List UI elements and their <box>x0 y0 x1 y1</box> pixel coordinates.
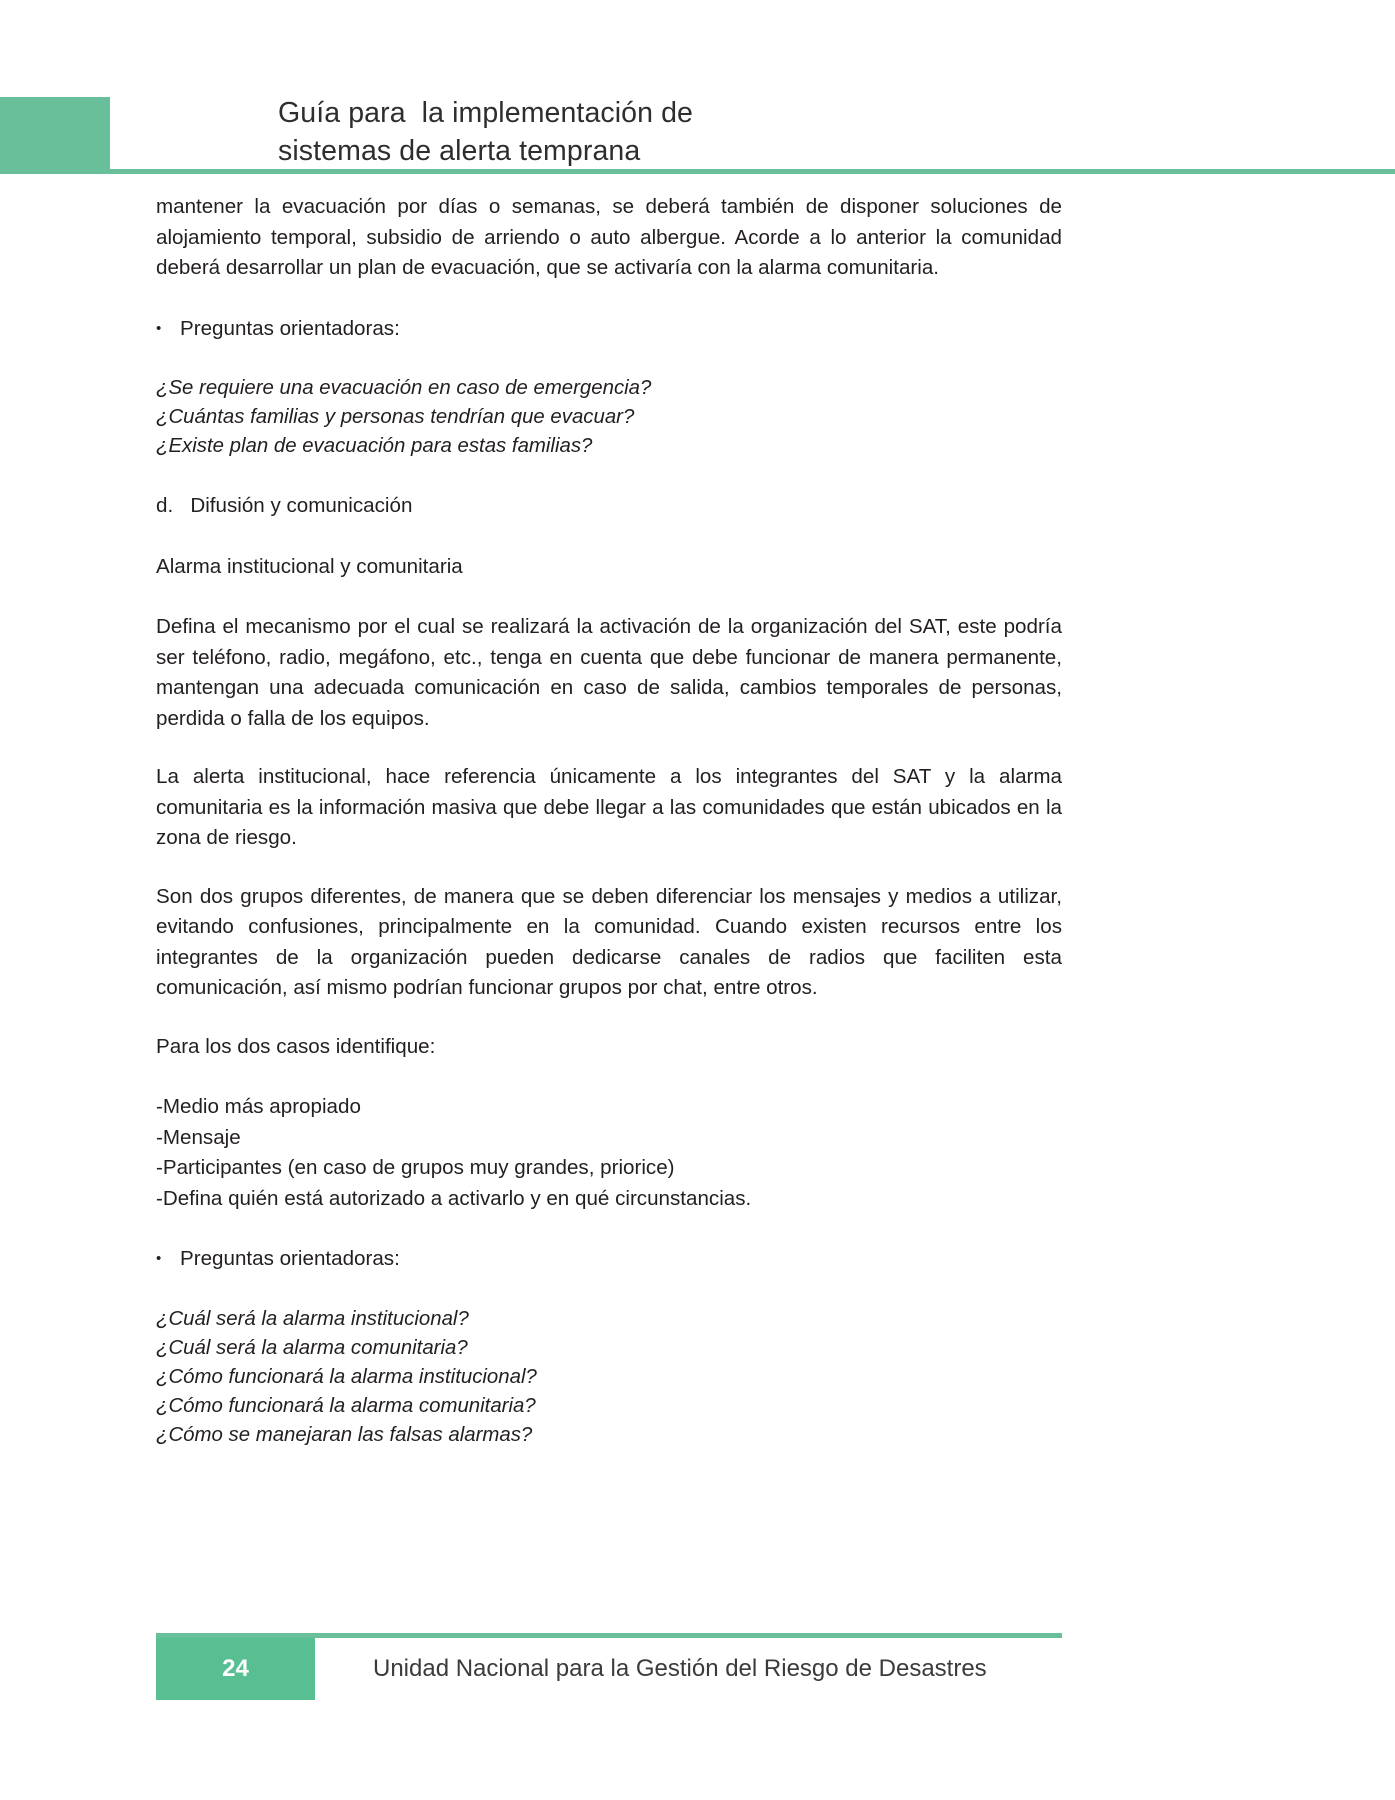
paragraph-dos-grupos: Son dos grupos diferentes, de manera que se deben diferenciar los mensajes y medios a utilizar, evitando confusiones, principalmente en la comunidad. Cuando existen recursos entre los integrantes de la organización pueden dedicarse canales de radios que faciliten esta comunicación, así mismo podrían funcionar grupos por chat, entre otros. <box>156 884 1062 999</box>
header-divider-rule <box>0 169 1395 174</box>
dash-list-item: -Participantes (en caso de grupos muy grandes, priorice) <box>156 1156 675 1179</box>
section-heading-d: d. Difusión y comunicación <box>156 494 413 517</box>
bullet-label: Preguntas orientadoras: <box>180 1247 400 1270</box>
spacer <box>156 1004 1062 1032</box>
dash-list-item: -Mensaje <box>156 1125 241 1149</box>
subheading-alarma: Alarma institucional y comunitaria <box>156 554 463 578</box>
spacer <box>156 1275 1062 1305</box>
questions-group-1 <box>156 374 1062 461</box>
page-number: 24 <box>222 1655 249 1682</box>
spacer <box>156 1062 1062 1092</box>
spacer <box>156 1214 1062 1244</box>
bullet-preguntas-orientadoras-1 <box>156 314 1062 345</box>
header-title-line-1: Guía para la implementación de <box>278 97 693 129</box>
paragraph-alerta-institucional: La alerta institucional, hace referencia únicamente a los integrantes del SAT y la alarma comunitaria es la información masiva que debe llegar a las comunidades que están ubicados en la zona de riesgo. <box>156 765 1062 849</box>
spacer <box>156 582 1062 612</box>
header-accent-block <box>0 97 110 169</box>
bullet-dot-icon: • <box>156 319 162 337</box>
page-content <box>156 192 1062 1450</box>
question-item: ¿Cómo funcionará la alarma institucional? <box>156 1365 537 1388</box>
dash-list-item: -Defina quién está autorizado a activarlo y en qué circunstancias. <box>156 1186 752 1210</box>
paragraph-evacuacion: mantener la evacuación por días o semanas, se deberá también de disponer soluciones de alojamiento temporal, subsidio de arriendo o auto albergue. Acorde a lo anterior la comunidad deberá desarrollar un plan de evacuación, que se activaría con la alarma comunitaria. <box>156 195 1062 279</box>
question-item: ¿Cómo funcionará la alarma comunitaria? <box>156 1394 536 1417</box>
bullet-dot-icon: • <box>156 1250 162 1267</box>
question-item: ¿Cuál será la alarma institucional? <box>156 1307 469 1330</box>
question-item: ¿Se requiere una evacuación en caso de emergencia? <box>156 377 652 399</box>
bullet-label: Preguntas orientadoras: <box>180 316 400 340</box>
bullet-preguntas-orientadoras-2 <box>156 1244 1062 1275</box>
paragraph-mecanismo: Defina el mecanismo por el cual se realizará la activación de la organización del SAT, este podría ser teléfono, radio, megáfono, etc., tenga en cuenta que debe funcionar de manera permanente, mantengan una adecuada comunicación en caso de salida, cambios temporales de personas, perdida o falla de los equipos. <box>156 615 1062 730</box>
question-item: ¿Cuál será la alarma comunitaria? <box>156 1336 468 1359</box>
footer-page-badge <box>156 1638 315 1700</box>
footer-organization-name: Unidad Nacional para la Gestión del Riesgo de Desastres <box>373 1655 987 1682</box>
page-header <box>0 97 1395 169</box>
spacer <box>156 344 1062 374</box>
questions-group-2 <box>156 1305 1062 1450</box>
spacer <box>156 461 1062 491</box>
spacer <box>156 734 1062 762</box>
spacer <box>156 854 1062 882</box>
dash-list <box>156 1092 1062 1214</box>
question-item: ¿Cómo se manejaran las falsas alarmas? <box>156 1423 533 1446</box>
paragraph-identifique: Para los dos casos identifique: <box>156 1034 436 1058</box>
dash-list-item: -Medio más apropiado <box>156 1095 361 1118</box>
header-title-group <box>278 94 1178 170</box>
spacer <box>156 284 1062 314</box>
question-item: ¿Cuántas familias y personas tendrían que evacuar? <box>156 406 635 428</box>
header-title-line-2: sistemas de alerta temprana <box>278 135 641 167</box>
question-item: ¿Existe plan de evacuación para estas familias? <box>156 435 593 457</box>
spacer <box>156 522 1062 552</box>
